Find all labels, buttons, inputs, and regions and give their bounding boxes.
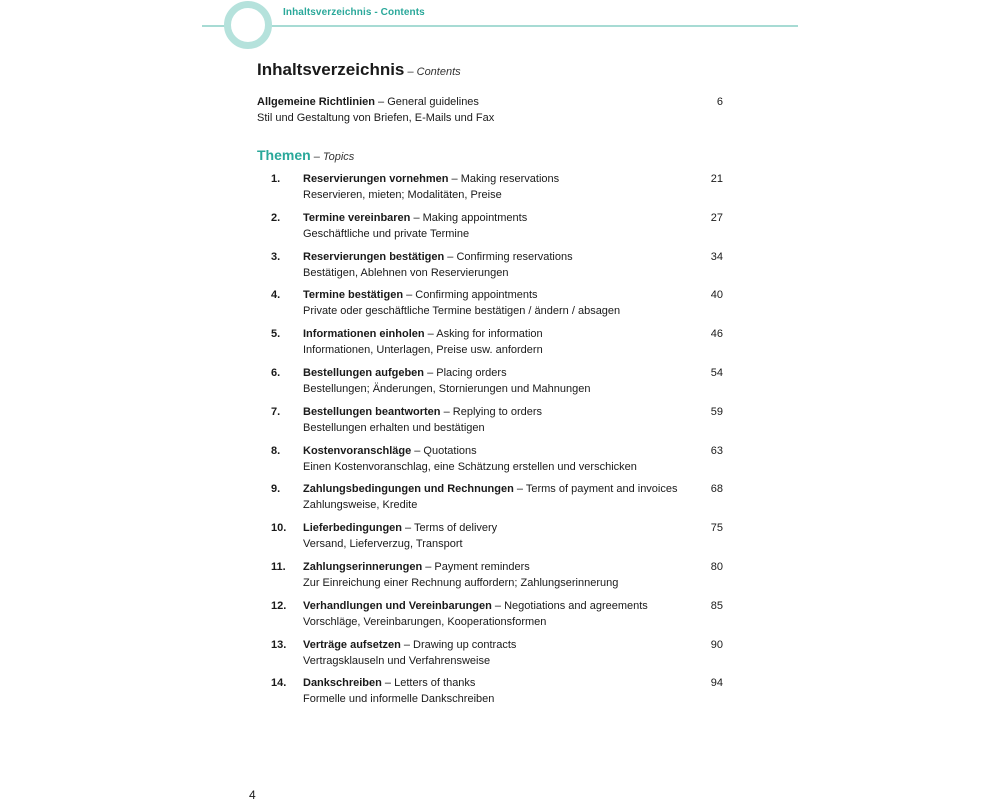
toc-entry-subtitle: Einen Kostenvoranschlag, eine Schätzung erstellen und verschicken [303,460,637,473]
toc-entry-topic-14[interactable] [257,675,723,714]
toc-entry-translation: – Asking for information [424,328,543,341]
toc-entry-subtitle: Bestellungen; Änderungen, Stornierungen und Mahnungen [303,382,591,395]
toc-entry-title: Bestellungen aufgeben [303,366,425,379]
toc-entry-title: Termine bestätigen [303,289,404,302]
toc-entry-number: 7. [271,405,281,418]
toc-entry-translation: – Negotiations and agreements [491,599,648,612]
toc-entry-page: 21 [710,173,723,185]
toc-entry-translation: – Quotations [411,444,477,457]
section-heading-topics [257,145,354,164]
toc-entry-title: Reservierungen bestätigen [303,250,445,263]
toc-entry-subtitle: Zahlungsweise, Kredite [303,499,418,512]
toc-entry-page: 63 [710,444,723,457]
toc-entry-subtitle: Stil und Gestaltung von Briefen, E-Mails und Fax [257,112,495,124]
toc-entry-page: 85 [710,599,723,612]
toc-entry-topic-2[interactable] [257,210,723,249]
page-title-main: Inhaltsverzeichnis [257,60,405,79]
toc-entry-topic-5[interactable] [257,326,723,365]
toc-entry-topic-8[interactable] [257,443,723,482]
toc-entry-title: Kostenvoranschläge [303,444,412,457]
toc-entry-number: 12. [271,599,287,612]
toc-entry-number: 13. [271,638,287,651]
toc-entry-subtitle: Vertragsklauseln und Verfahrensweise [303,654,491,667]
toc-entry-page: 46 [710,328,723,341]
toc-entry-title: Reservierungen vornehmen [303,173,449,185]
topics-list [257,171,723,714]
toc-entry-title: Lieferbedingungen [303,522,402,535]
toc-entry-title: Zahlungsbedingungen und Rechnungen [303,483,514,496]
toc-entry-page: 94 [710,677,723,690]
toc-entry-subtitle: Private oder geschäftliche Termine bestätigen / ändern / absagen [303,305,621,318]
toc-entry-number: 4. [271,289,281,302]
toc-entry-page: 40 [710,289,723,302]
section-heading-separator: – [310,151,323,163]
page-title-separator: – [404,66,417,78]
toc-entry-number: 1. [271,173,281,185]
toc-entry-translation: – Payment reminders [422,560,530,573]
toc-entry-title: Informationen einholen [303,328,425,341]
toc-entry-page: 59 [710,405,723,418]
toc-entry-title: Verhandlungen und Vereinbarungen [303,599,492,612]
toc-entry-subtitle: Formelle und informelle Dankschreiben [303,693,495,706]
toc-entry-number: 10. [271,522,287,535]
toc-entry-topic-11[interactable] [257,559,723,598]
toc-entry-translation: – Letters of thanks [381,677,476,690]
toc-entry-title: Bestellungen beantworten [303,405,441,418]
toc-entry-translation: – Drawing up contracts [400,638,517,651]
toc-entry-page: 27 [710,211,723,224]
toc-entry-subtitle: Geschäftliche und private Termine [303,227,470,240]
toc-entry-subtitle: Versand, Lieferverzug, Transport [303,538,463,551]
toc-entry-title: Verträge aufsetzen [303,638,401,651]
toc-entry-title: Termine vereinbaren [303,211,411,224]
page-title [257,60,461,80]
toc-entry-page: 90 [710,638,723,651]
toc-entry-subtitle: Zur Einreichung einer Rechnung auffordern; Zahlungserinnerung [303,576,619,589]
toc-entry-topic-6[interactable] [257,365,723,404]
toc-entry-translation: – Terms of delivery [402,522,498,535]
toc-entry-number: 8. [271,444,281,457]
toc-entry-translation: – Making reservations [448,173,560,185]
toc-entry-subtitle: Bestellungen erhalten und bestätigen [303,421,485,434]
toc-entry-translation: – General guidelines [374,96,479,108]
toc-entry-translation: – Confirming reservations [444,250,573,263]
toc-entry-topic-13[interactable] [257,637,723,676]
toc-entry-topic-12[interactable] [257,598,723,637]
toc-entry-number: 2. [271,211,281,224]
toc-entry-subtitle: Vorschläge, Vereinbarungen, Kooperationsformen [303,615,547,628]
toc-entry-topic-7[interactable] [257,404,723,443]
toc-entry-number: 3. [271,250,281,263]
toc-entry-title: Zahlungserinnerungen [303,560,423,573]
toc-entry-page: 54 [710,366,723,379]
toc-entry-topic-9[interactable] [257,481,723,520]
running-head: Inhaltsverzeichnis - Contents [283,7,425,18]
toc-entry-number: 9. [271,483,281,496]
toc-entry-page: 80 [710,560,723,573]
toc-entry-translation: – Confirming appointments [403,289,538,302]
header-rule [202,25,798,27]
toc-entry-number: 5. [271,328,281,341]
toc-entry-number: 11. [271,560,286,573]
toc-entry-title: Dankschreiben [303,677,382,690]
page-title-subtitle: Contents [416,66,461,78]
toc-entry-topic-1[interactable] [257,171,723,210]
toc-entry-topic-10[interactable] [257,520,723,559]
toc-entry-page: 6 [716,96,723,108]
toc-entry-subtitle: Reservieren, mieten; Modalitäten, Preise [303,189,502,201]
header-circle-ornament [224,1,272,49]
toc-entry-subtitle: Bestätigen, Ablehnen von Reservierungen [303,266,509,279]
toc-entry-page: 75 [710,522,723,535]
toc-entry-translation: – Placing orders [424,366,507,379]
toc-entry-page: 68 [710,483,723,496]
toc-entry-topic-3[interactable] [257,249,723,288]
toc-entry-number: 14. [271,677,287,690]
toc-entry-translation: – Terms of payment and invoices [513,483,678,496]
section-heading-subtitle: Topics [322,151,355,163]
toc-entry-number: 6. [271,366,281,379]
toc-entry-subtitle: Informationen, Unterlagen, Preise usw. anfordern [303,344,543,357]
toc-entry-translation: – Replying to orders [440,405,543,418]
toc-entry-translation: – Making appointments [410,211,528,224]
toc-entry-page: 34 [710,250,723,263]
toc-entry-title: Allgemeine Richtlinien [257,96,375,108]
toc-entry-general[interactable] [257,94,723,126]
toc-entry-topic-4[interactable] [257,287,723,326]
page-number: 4 [249,788,256,800]
section-heading-main: Themen [257,147,311,163]
